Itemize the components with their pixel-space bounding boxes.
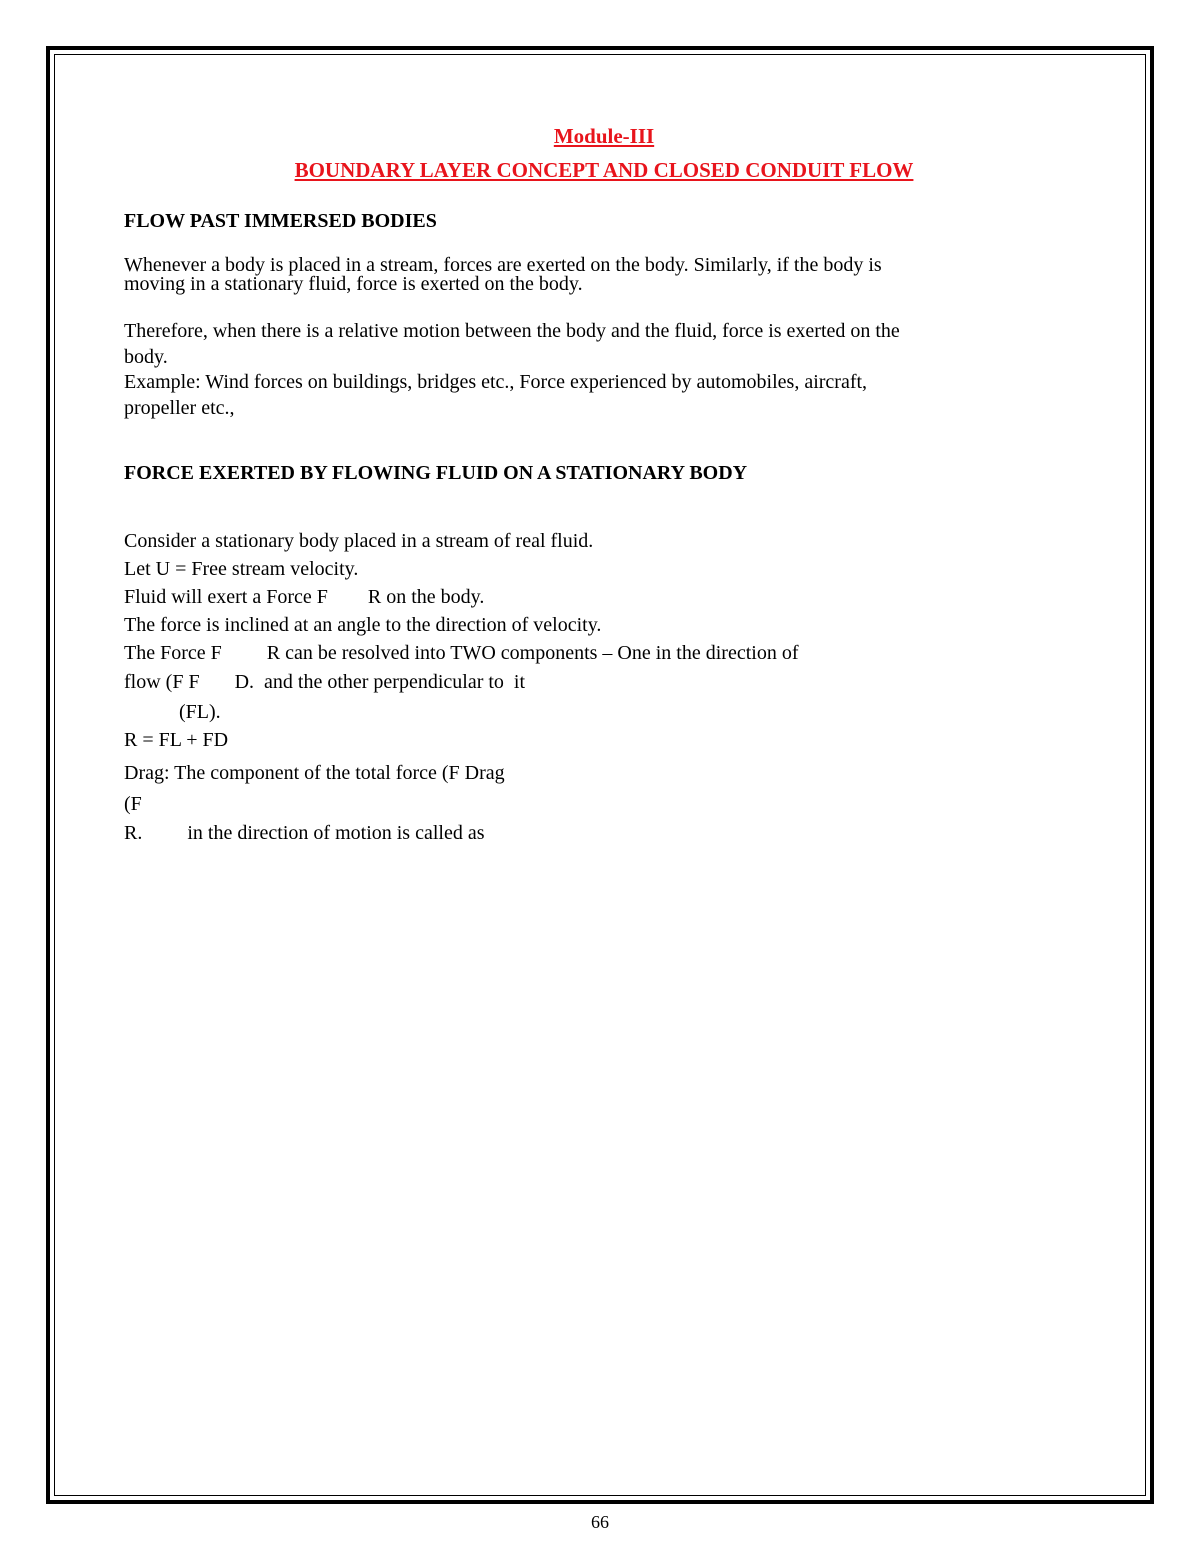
paragraph-line: (F (124, 793, 142, 815)
paragraph-line: Consider a stationary body placed in a stream of real fluid. (124, 530, 594, 552)
paragraph-line: moving in a stationary fluid, force is exerted on the body. (124, 273, 583, 295)
paragraph-line: Drag: The component of the total force (F Drag (124, 762, 505, 784)
paragraph-line: R. in the direction of motion is called as (124, 822, 485, 844)
paragraph-line: flow (F F D. and the other perpendicular to it (124, 671, 526, 693)
paragraph-line: The force is inclined at an angle to the direction of velocity. (124, 614, 602, 636)
paragraph-line: Therefore, when there is a relative motion between the body and the fluid, force is exerted on the (124, 320, 900, 342)
paragraph-line: body. (124, 346, 168, 368)
section-heading-flow-past-bodies: FLOW PAST IMMERSED BODIES (124, 210, 437, 232)
paragraph-line: R = FL + FD (124, 729, 229, 751)
module-title: Module-III (553, 124, 655, 148)
page-title: BOUNDARY LAYER CONCEPT AND CLOSED CONDUIT FLOW (294, 158, 914, 182)
paragraph-line: (FL). (124, 701, 221, 723)
page-number: 66 (591, 1512, 609, 1532)
paragraph-line: Fluid will exert a Force F R on the body. (124, 586, 485, 608)
paragraph-line: Let U = Free stream velocity. (124, 558, 359, 580)
paragraph-line: Whenever a body is placed in a stream, forces are exerted on the body. Similarly, if the body is (124, 254, 882, 276)
paragraph-line: propeller etc., (124, 397, 235, 419)
section-heading-force-exerted: FORCE EXERTED BY FLOWING FLUID ON A STATIONARY BODY (124, 462, 748, 484)
paragraph-line: Example: Wind forces on buildings, bridges etc., Force experienced by automobiles, aircraft, (124, 371, 868, 393)
paragraph-line: The Force F R can be resolved into TWO components – One in the direction of (124, 642, 799, 664)
